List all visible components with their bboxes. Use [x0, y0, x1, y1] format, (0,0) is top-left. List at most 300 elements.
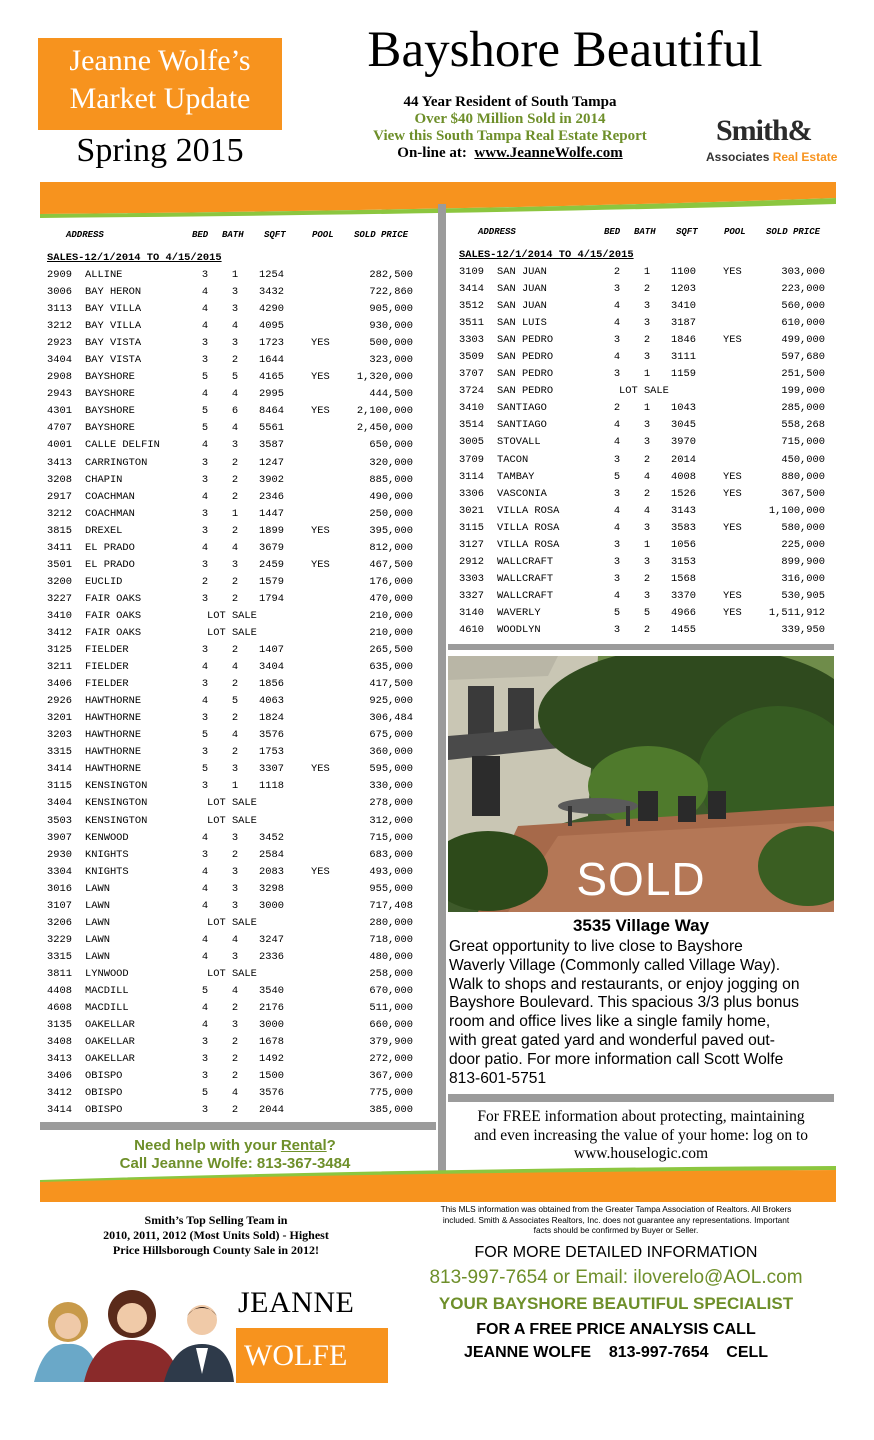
street-number: 4301 [47, 405, 72, 418]
listing-address: 3535 Village Way [572, 916, 710, 935]
desc-line: Bayshore Boulevard. This spacious 3/3 plus bonus [449, 994, 799, 1012]
sold-price: 450,000 [781, 453, 825, 466]
sold-price: 717,408 [369, 899, 413, 912]
street-number: 3724 [459, 385, 484, 398]
disclaimer-line1: This MLS information was obtained from the Greater Tampa Association of Realtors. All Brokers [440, 1204, 792, 1214]
team-line2: 2010, 2011, 2012 (Most Units Sold) - Highest [103, 1228, 329, 1242]
agent-last-name: WOLFE [244, 1339, 348, 1372]
contact-phone-email[interactable]: 813-997-7654 or Email: iloverelo@AOL.com [429, 1267, 803, 1288]
beds: 5 [201, 763, 209, 776]
table-row [47, 676, 427, 693]
beds: 3 [201, 644, 209, 657]
sold-price: 312,000 [369, 814, 413, 827]
beds: 3 [201, 1036, 209, 1049]
beds: 5 [613, 470, 621, 483]
baths: 1 [231, 507, 239, 520]
beds: 4 [613, 419, 621, 432]
street-number: 2923 [47, 337, 72, 350]
beds: 3 [613, 572, 621, 585]
sold-price: 250,000 [369, 507, 413, 520]
pool: YES [723, 521, 742, 534]
baths: 3 [231, 558, 239, 571]
lot-sale: LOT SALE [619, 385, 669, 398]
street-name: COACHMAN [85, 507, 135, 520]
beds: 4 [201, 882, 209, 895]
lot-sale: LOT SALE [207, 967, 257, 980]
street-name: BAY HERON [85, 286, 142, 299]
sqft: 3432 [259, 286, 284, 299]
street-number: 3211 [47, 661, 72, 674]
sqft: 3143 [671, 504, 696, 517]
street-name: FAIR OAKS [85, 626, 142, 639]
sold-price: 560,000 [781, 300, 825, 313]
sqft: 8464 [259, 405, 284, 418]
baths: 4 [643, 470, 651, 483]
sold-price: 2,100,000 [356, 405, 413, 418]
sold-price: 885,000 [369, 473, 413, 486]
table-row [47, 557, 427, 574]
desc-line: Great opportunity to live close to Bayshore [449, 938, 743, 955]
sold-price: 323,000 [369, 354, 413, 367]
beds: 4 [201, 388, 209, 401]
street-name: HAWTHORNE [85, 763, 142, 776]
sold-price: 210,000 [369, 609, 413, 622]
street-name: CARRINGTON [85, 456, 148, 469]
baths: 4 [231, 933, 239, 946]
right-bottom-rule [448, 1094, 834, 1102]
street-name: HAWTHORNE [85, 746, 142, 759]
sold-price: 316,000 [781, 572, 825, 585]
pool: YES [311, 865, 330, 878]
sqft: 2044 [259, 1104, 284, 1117]
street-number: 3410 [459, 402, 484, 415]
beds: 3 [201, 678, 209, 691]
baths: 3 [231, 337, 239, 350]
agents-photo [34, 1282, 234, 1382]
baths: 2 [231, 644, 239, 657]
sqft: 1846 [671, 334, 696, 347]
sold-price: 905,000 [369, 303, 413, 316]
table-row [459, 622, 839, 639]
table-row [47, 1102, 427, 1119]
street-number: 3229 [47, 933, 72, 946]
table-row [47, 437, 427, 454]
col-pool: POOL [724, 227, 746, 237]
street-number: 3907 [47, 831, 72, 844]
sold-price: 558,268 [781, 419, 825, 432]
street-number: 3811 [47, 967, 72, 980]
beds: 3 [613, 623, 621, 636]
table-row [47, 318, 427, 335]
sold-price: 499,000 [781, 334, 825, 347]
beds: 3 [201, 507, 209, 520]
sqft: 2336 [259, 950, 284, 963]
sold-price: 597,680 [781, 351, 825, 364]
tagline-resident: 44 Year Resident of South Tampa [403, 94, 617, 110]
baths: 3 [231, 950, 239, 963]
free-analysis-heading: FOR A FREE PRICE ANALYSIS CALL [476, 1321, 756, 1338]
beds: 4 [613, 436, 621, 449]
baths: 1 [643, 402, 651, 415]
sqft: 1254 [259, 269, 284, 281]
beds: 5 [613, 606, 621, 619]
sold-price: 635,000 [369, 661, 413, 674]
sold-price: 303,000 [781, 266, 825, 278]
sold-price: 1,320,000 [356, 371, 413, 384]
baths: 4 [231, 320, 239, 333]
street-number: 3203 [47, 729, 72, 742]
rental-phone: Call Jeanne Wolfe: 813-367-3484 [119, 1155, 351, 1172]
col-sqft: SQFT [676, 227, 698, 237]
left-bottom-rule [40, 1122, 436, 1130]
street-name: SAN PEDRO [497, 385, 554, 398]
sold-price: 467,500 [369, 558, 413, 571]
street-name: BAY VILLA [85, 320, 142, 333]
more-info-heading: FOR MORE DETAILED INFORMATION [474, 1244, 758, 1261]
sqft: 1644 [259, 354, 284, 367]
street-name: SAN LUIS [497, 317, 547, 330]
sqft: 1203 [671, 283, 696, 296]
street-name: VILLA ROSA [497, 538, 560, 551]
street-number: 3140 [459, 606, 484, 619]
sqft: 1455 [671, 623, 696, 636]
table-row [47, 608, 427, 625]
baths: 2 [231, 1053, 239, 1066]
street-number: 4001 [47, 439, 72, 452]
baths: 5 [643, 606, 651, 619]
street-number: 4707 [47, 422, 72, 435]
sqft: 4165 [259, 371, 284, 384]
street-name: BAY VISTA [85, 337, 142, 350]
street-number: 3208 [47, 473, 72, 486]
sqft: 1526 [671, 487, 696, 500]
right-table-body [459, 264, 839, 639]
street-number: 3016 [47, 882, 72, 895]
street-name: VILLA ROSA [497, 521, 560, 534]
lot-sale: LOT SALE [207, 814, 257, 827]
baths: 2 [231, 1036, 239, 1049]
beds: 4 [201, 1019, 209, 1032]
street-name: CHAPIN [85, 473, 123, 486]
sold-price: 258,000 [369, 967, 413, 980]
baths: 2 [231, 490, 239, 503]
pool: YES [723, 487, 742, 500]
beds: 4 [201, 950, 209, 963]
street-number: 3410 [47, 609, 72, 622]
street-number: 2930 [47, 848, 72, 861]
street-number: 3709 [459, 453, 484, 466]
street-number: 2917 [47, 490, 72, 503]
street-name: OBISPO [85, 1087, 123, 1100]
street-name: STOVALL [497, 436, 541, 449]
street-number: 3501 [47, 558, 72, 571]
pool: YES [311, 558, 330, 571]
sqft: 1118 [259, 780, 284, 793]
beds: 3 [201, 712, 209, 725]
sqft: 1492 [259, 1053, 284, 1066]
beds: 4 [201, 661, 209, 674]
listing-photo [448, 656, 834, 912]
beds: 4 [201, 490, 209, 503]
table-row [47, 625, 427, 642]
table-row [459, 315, 839, 332]
beds: 4 [201, 695, 209, 708]
street-number: 2908 [47, 371, 72, 384]
sold-price: 306,484 [369, 712, 413, 725]
street-name: CALLE DELFIN [85, 439, 160, 452]
table-row [47, 403, 427, 420]
table-row [47, 420, 427, 437]
street-number: 2912 [459, 555, 484, 568]
table-row [47, 744, 427, 761]
street-name: FIELDER [85, 661, 129, 674]
street-number: 3411 [47, 541, 72, 554]
sold-price: 199,000 [781, 385, 825, 398]
street-name: BAY VISTA [85, 354, 142, 367]
street-number: 3212 [47, 320, 72, 333]
sqft: 2176 [259, 1002, 284, 1015]
street-number: 3413 [47, 1053, 72, 1066]
street-number: 2943 [47, 388, 72, 401]
sqft: 2346 [259, 490, 284, 503]
sold-price: 670,000 [369, 984, 413, 997]
sold-price: 925,000 [369, 695, 413, 708]
sold-price: 500,000 [369, 337, 413, 350]
sqft: 1856 [259, 678, 284, 691]
baths: 2 [643, 623, 651, 636]
sqft: 1159 [671, 368, 696, 381]
sold-price: 223,000 [781, 283, 825, 296]
houselogic-link[interactable]: www.houselogic.com [573, 1145, 709, 1162]
table-row [459, 264, 839, 281]
street-number: 3212 [47, 507, 72, 520]
sold-price: 225,000 [781, 538, 825, 551]
street-name: SAN PEDRO [497, 368, 554, 381]
sqft: 4966 [671, 606, 696, 619]
street-name: LYNWOOD [85, 967, 129, 980]
table-row [459, 298, 839, 315]
sold-price: 718,000 [369, 933, 413, 946]
sold-price: 530,905 [781, 589, 825, 602]
table-row [47, 898, 427, 915]
sqft: 1753 [259, 746, 284, 759]
street-name: HAWTHORNE [85, 695, 142, 708]
baths: 2 [643, 283, 651, 296]
sold-price: 683,000 [369, 848, 413, 861]
sqft: 2584 [259, 848, 284, 861]
beds: 3 [613, 538, 621, 551]
beds: 5 [201, 729, 209, 742]
baths: 3 [231, 303, 239, 316]
sold-price: 367,500 [781, 487, 825, 500]
table-row [47, 386, 427, 403]
sqft: 3153 [671, 555, 696, 568]
sold-price: 176,000 [369, 575, 413, 588]
sold-price: 444,500 [369, 388, 413, 401]
rental-prefix: Need help with your [134, 1137, 281, 1154]
table-row [459, 434, 839, 451]
baths: 3 [231, 763, 239, 776]
sold-price: 480,000 [369, 950, 413, 963]
specialist-tagline: YOUR BAYSHORE BEAUTIFUL SPECIALIST [438, 1294, 794, 1313]
beds: 3 [201, 1053, 209, 1066]
sold-price: 210,000 [369, 626, 413, 639]
beds: 5 [201, 422, 209, 435]
street-number: 3512 [459, 300, 484, 313]
street-name: KENWOOD [85, 831, 129, 844]
table-row [47, 693, 427, 710]
table-row [459, 332, 839, 349]
sold-price: 812,000 [369, 541, 413, 554]
street-name: DREXEL [85, 524, 123, 537]
baths: 4 [231, 541, 239, 554]
sqft: 3045 [671, 419, 696, 432]
sold-price: 278,000 [369, 797, 413, 810]
pool: YES [723, 470, 742, 483]
street-number: 4608 [47, 1002, 72, 1015]
tagline-online [300, 145, 720, 162]
houselogic-note [448, 1108, 834, 1164]
sqft: 3576 [259, 1087, 284, 1100]
sold-price: 675,000 [369, 729, 413, 742]
street-number: 3327 [459, 589, 484, 602]
left-sales-period: SALES-12/1/2014 TO 4/15/2015 [47, 252, 222, 264]
table-row [459, 281, 839, 298]
street-name: FIELDER [85, 678, 129, 691]
rental-link[interactable]: Rental [280, 1137, 327, 1154]
season-label: Spring 2015 [76, 132, 244, 169]
lot-sale: LOT SALE [207, 797, 257, 810]
table-row [47, 813, 427, 830]
table-row [459, 588, 839, 605]
baths: 6 [231, 405, 239, 418]
baths: 1 [643, 538, 651, 551]
baths: 3 [643, 351, 651, 364]
col-price: SOLD PRICE [766, 227, 821, 237]
street-name: WOODLYN [497, 623, 541, 636]
street-name: FAIR OAKS [85, 592, 142, 605]
right-table-header [459, 227, 839, 247]
col-address: ADDRESS [66, 230, 104, 240]
lot-sale: LOT SALE [207, 609, 257, 622]
table-row [459, 349, 839, 366]
beds: 5 [201, 405, 209, 418]
tagline-online-label: On-line at: [397, 145, 467, 161]
sold-overlay: SOLD [576, 853, 706, 905]
sold-price: 580,000 [781, 521, 825, 534]
sold-price: 490,000 [369, 490, 413, 503]
sold-price: 385,000 [369, 1104, 413, 1117]
table-row [459, 537, 839, 554]
street-name: LAWN [85, 950, 110, 963]
sold-price: 511,000 [369, 1002, 413, 1015]
baths: 4 [231, 1087, 239, 1100]
street-number: 3227 [47, 592, 72, 605]
street-name: SANTIAGO [497, 402, 547, 415]
right-mid-rule [448, 644, 834, 650]
sqft: 3452 [259, 831, 284, 844]
logo-real-estate: Real Estate [772, 150, 838, 164]
table-row [47, 710, 427, 727]
street-name: COACHMAN [85, 490, 135, 503]
street-name: LAWN [85, 899, 110, 912]
baths: 3 [231, 865, 239, 878]
street-number: 3201 [47, 712, 72, 725]
baths: 1 [643, 368, 651, 381]
beds: 3 [201, 848, 209, 861]
street-number: 3107 [47, 899, 72, 912]
baths: 2 [231, 473, 239, 486]
street-number: 3707 [459, 368, 484, 381]
street-number: 3005 [459, 436, 484, 449]
sold-price: 610,000 [781, 317, 825, 330]
sqft: 2014 [671, 453, 696, 466]
street-number: 3109 [459, 266, 484, 278]
table-row [47, 523, 427, 540]
sold-price: 2,450,000 [356, 422, 413, 435]
sqft: 4095 [259, 320, 284, 333]
beds: 4 [613, 351, 621, 364]
beds: 3 [201, 1104, 209, 1117]
street-name: OBISPO [85, 1104, 123, 1117]
agent-first-name: JEANNE [238, 1286, 355, 1319]
table-row [47, 369, 427, 386]
sold-price: 330,000 [369, 780, 413, 793]
sqft: 4290 [259, 303, 284, 316]
sqft: 3000 [259, 1019, 284, 1032]
desc-line: door patio. For more information call Scott Wolfe [449, 1050, 784, 1068]
baths: 1 [231, 780, 239, 793]
street-number: 3206 [47, 916, 72, 929]
beds: 4 [201, 1002, 209, 1015]
street-name: EL PRADO [85, 558, 135, 571]
street-name: KENSINGTON [85, 814, 148, 827]
sqft: 3540 [259, 984, 284, 997]
table-row [47, 949, 427, 966]
street-name: KENSINGTON [85, 780, 148, 793]
desc-line: room and office lives like a single family home, [449, 1013, 771, 1031]
street-number: 3412 [47, 1087, 72, 1100]
table-row [47, 1051, 427, 1068]
website-link[interactable]: www.JeanneWolfe.com [474, 145, 623, 161]
sqft: 1899 [259, 524, 284, 537]
contact-line: JEANNE WOLFE 813-997-7654 CELL [463, 1344, 769, 1361]
street-name: VILLA ROSA [497, 504, 560, 517]
street-number: 3404 [47, 354, 72, 367]
desc-line: 813-601-5751 [449, 1069, 547, 1087]
baths: 2 [231, 746, 239, 759]
street-name: SAN PEDRO [497, 351, 554, 364]
baths: 2 [231, 1104, 239, 1117]
sqft: 3370 [671, 589, 696, 602]
table-row [459, 366, 839, 383]
sold-price: 320,000 [369, 456, 413, 469]
beds: 3 [613, 283, 621, 296]
street-name: BAYSHORE [85, 405, 135, 418]
sqft: 1678 [259, 1036, 284, 1049]
baths: 4 [231, 729, 239, 742]
street-number: 3514 [459, 419, 484, 432]
sqft: 4008 [671, 470, 696, 483]
taglines [300, 94, 720, 162]
sqft: 3247 [259, 933, 284, 946]
beds: 3 [201, 1070, 209, 1083]
table-row [47, 932, 427, 949]
sold-price: 650,000 [369, 439, 413, 452]
sqft: 5561 [259, 422, 284, 435]
street-number: 4408 [47, 984, 72, 997]
street-name: BAYSHORE [85, 371, 135, 384]
